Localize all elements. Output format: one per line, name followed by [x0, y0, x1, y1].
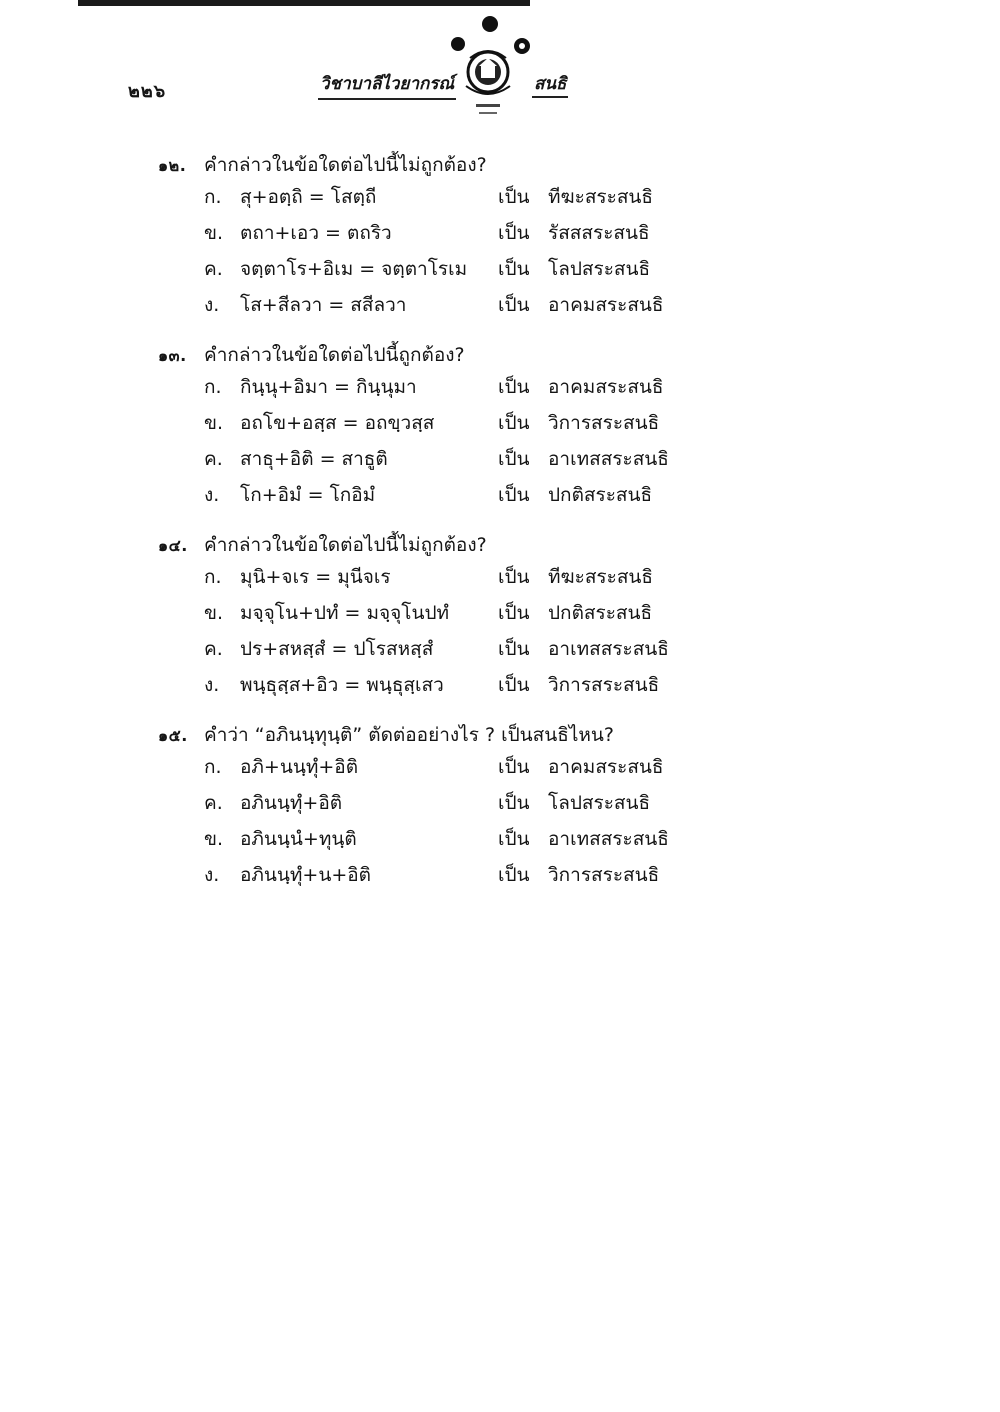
choice-item: [158, 290, 778, 326]
header-title: วิชาบาลีไวยากรณ์: [320, 74, 455, 94]
choice-sandhi-type: วิการสระสนธิ: [548, 864, 660, 886]
choice-sandhi-type: ปกติสระสนธิ: [548, 602, 653, 624]
choice-is-label: เป็น: [498, 448, 530, 470]
choice-item: [158, 372, 778, 408]
choice-letter: ข.: [204, 828, 224, 850]
top-rule: [78, 0, 530, 6]
choice-is-label: เป็น: [498, 638, 530, 660]
choice-sandhi-type: ปกติสระสนธิ: [548, 484, 653, 506]
page-number: ๒๒๖: [128, 81, 167, 102]
question-header: [158, 340, 778, 372]
choice-sandhi-type: อาคมสระสนธิ: [548, 376, 664, 398]
choice-item: [158, 182, 778, 218]
choice-is-label: เป็น: [498, 258, 530, 280]
question-15: [158, 720, 778, 896]
choice-expression: โก+อิมํ = โกอิมํ: [240, 484, 376, 506]
choice-item: [158, 254, 778, 290]
choice-item: [158, 598, 778, 634]
choice-letter: ง.: [204, 864, 220, 886]
choice-letter: ข.: [204, 412, 224, 434]
choice-item: [158, 752, 778, 788]
header-chapter-underline: [532, 96, 568, 98]
choice-letter: ค.: [204, 258, 223, 280]
question-header: [158, 530, 778, 562]
choice-expression: อภิ+นนฺทุํ+อิติ: [240, 756, 359, 778]
question-14: [158, 530, 778, 706]
question-list: [158, 150, 778, 910]
choice-sandhi-type: วิการสระสนธิ: [548, 674, 660, 696]
choice-is-label: เป็น: [498, 186, 530, 208]
choice-letter: ข.: [204, 222, 224, 244]
question-number: ๑๓.: [158, 346, 187, 365]
choice-is-label: เป็น: [498, 412, 530, 434]
choice-is-label: เป็น: [498, 602, 530, 624]
choice-sandhi-type: อาคมสระสนธิ: [548, 756, 664, 778]
choice-letter: ง.: [204, 294, 220, 316]
choice-letter: ก.: [204, 566, 222, 588]
choice-sandhi-type: อาเทสสระสนธิ: [548, 638, 669, 660]
choice-sandhi-type: ทีฆะสระสนธิ: [548, 566, 654, 588]
choice-sandhi-type: อาเทสสระสนธิ: [548, 828, 669, 850]
choice-letter: ง.: [204, 484, 220, 506]
choice-letter: ง.: [204, 674, 220, 696]
choice-item: [158, 788, 778, 824]
question-number: ๑๒.: [158, 156, 187, 175]
choice-is-label: เป็น: [498, 222, 530, 244]
choice-sandhi-type: อาคมสระสนธิ: [548, 294, 664, 316]
header-underline: [318, 98, 456, 100]
choice-expression: มุนิ+จเร = มุนีจเร: [240, 566, 391, 588]
choice-sandhi-type: วิการสระสนธิ: [548, 412, 660, 434]
question-12: [158, 150, 778, 326]
choice-is-label: เป็น: [498, 864, 530, 886]
choice-letter: ก.: [204, 376, 222, 398]
choice-item: [158, 562, 778, 598]
choice-letter: ข.: [204, 602, 224, 624]
question-text: คำกล่าวในข้อใดต่อไปนี้ไม่ถูกต้อง?: [204, 534, 487, 556]
header-chapter: สนธิ: [534, 74, 567, 94]
choice-expression: ตถา+เอว = ตถริว: [240, 222, 392, 244]
choice-item: [158, 218, 778, 254]
choice-expression: มจฺจุโน+ปทํ = มจฺจุโนปทํ: [240, 602, 450, 624]
question-13: [158, 340, 778, 516]
choice-is-label: เป็น: [498, 376, 530, 398]
choice-sandhi-type: ทีฆะสระสนธิ: [548, 186, 654, 208]
choice-item: [158, 670, 778, 706]
choice-is-label: เป็น: [498, 484, 530, 506]
choice-letter: ค.: [204, 448, 223, 470]
choice-expression: อถโข+อสฺส = อถขฺวสฺส: [240, 412, 435, 434]
question-text: คำว่า “อภินนฺทุนฺติ” ตัดต่ออย่างไร ? เป็นสนธิไหน?: [204, 724, 614, 746]
question-header: [158, 150, 778, 182]
question-number: ๑๔.: [158, 536, 188, 555]
choice-is-label: เป็น: [498, 828, 530, 850]
choice-item: [158, 860, 778, 896]
choice-expression: จตฺตาโร+อิเม = จตฺตาโรเม: [240, 258, 468, 280]
choice-expression: สุ+อตฺถิ = โสตฺถี: [240, 186, 377, 208]
choice-sandhi-type: อาเทสสระสนธิ: [548, 448, 669, 470]
choice-is-label: เป็น: [498, 756, 530, 778]
university-emblem-icon: [446, 14, 538, 124]
question-number: ๑๕.: [158, 726, 188, 745]
choice-expression: สาธุ+อิติ = สาธูติ: [240, 448, 388, 470]
question-text: คำกล่าวในข้อใดต่อไปนี้ไม่ถูกต้อง?: [204, 154, 487, 176]
choice-is-label: เป็น: [498, 294, 530, 316]
choice-sandhi-type: รัสสสระสนธิ: [548, 222, 650, 244]
choice-item: [158, 824, 778, 860]
choice-is-label: เป็น: [498, 674, 530, 696]
choice-item: [158, 408, 778, 444]
question-text: คำกล่าวในข้อใดต่อไปนี้ถูกต้อง?: [204, 344, 465, 366]
choice-expression: อภินนฺทุํ+อิติ: [240, 792, 343, 814]
choice-expression: กินฺนุ+อิมา = กินฺนุมา: [240, 376, 417, 398]
choice-letter: ก.: [204, 756, 222, 778]
choice-letter: ก.: [204, 186, 222, 208]
choice-sandhi-type: โลปสระสนธิ: [548, 258, 651, 280]
choice-item: [158, 634, 778, 670]
choice-expression: ปร+สหสฺสํ = ปโรสหสฺสํ: [240, 638, 434, 660]
choice-expression: พนฺธุสฺส+อิว = พนฺธุสฺเสว: [240, 674, 444, 696]
choice-is-label: เป็น: [498, 792, 530, 814]
choice-letter: ค.: [204, 638, 223, 660]
choice-is-label: เป็น: [498, 566, 530, 588]
choice-item: [158, 480, 778, 516]
choice-expression: โส+สีลวา = สสีลวา: [240, 294, 407, 316]
choice-item: [158, 444, 778, 480]
choice-expression: อภินนฺนํ+ทุนฺติ: [240, 828, 357, 850]
choice-expression: อภินนฺทุํ+น+อิติ: [240, 864, 372, 886]
question-header: [158, 720, 778, 752]
choice-letter: ค.: [204, 792, 223, 814]
choice-sandhi-type: โลปสระสนธิ: [548, 792, 651, 814]
